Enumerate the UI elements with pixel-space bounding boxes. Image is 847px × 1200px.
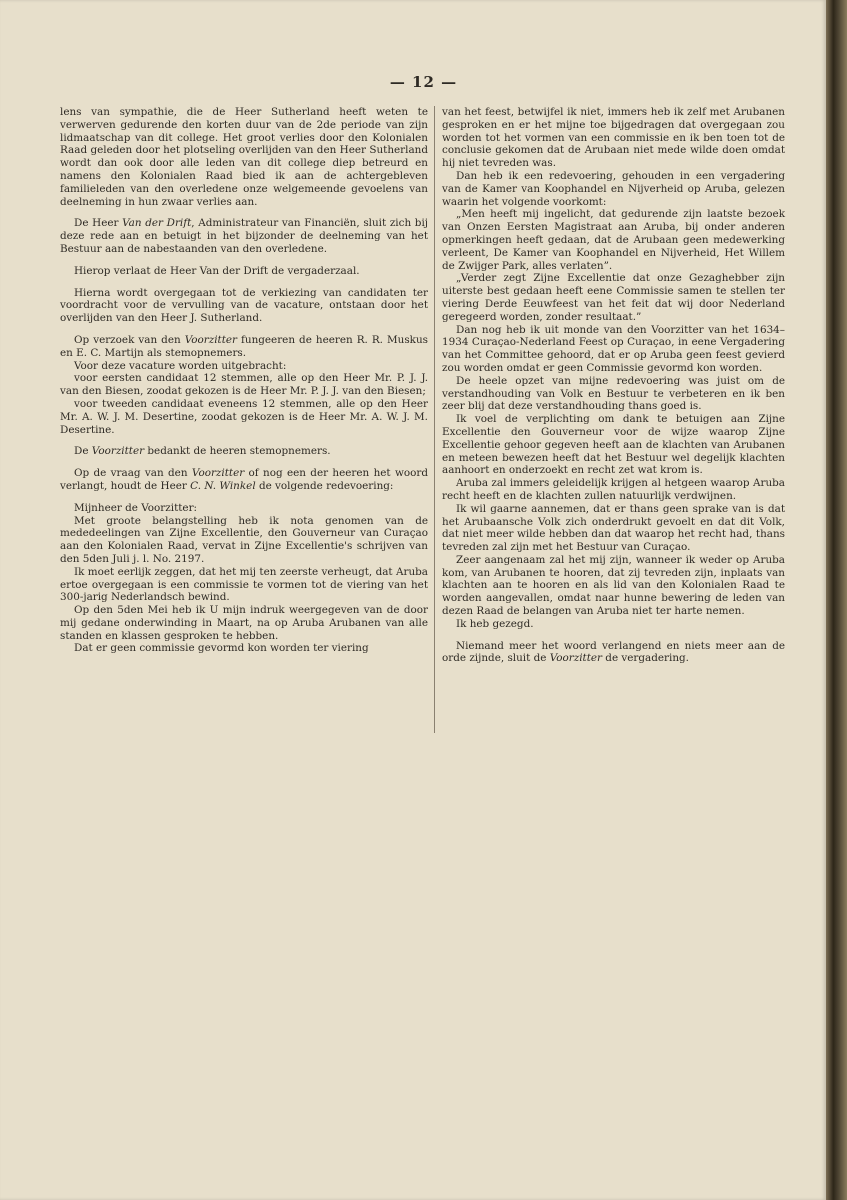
paragraph: Niemand meer het woord verlangend en niets meer aan de orde zijnde, sluit de Voorzitter de vergadering. bbox=[442, 639, 785, 665]
paragraph: Aruba zal immers geleidelijk krijgen al hetgeen waarop Aruba recht heeft en de klachten zullen natuurlijk verdwijnen. bbox=[442, 477, 785, 502]
book-binding-edge bbox=[826, 0, 847, 1200]
paragraph: Dan nog heb ik uit monde van den Voorzitter van het 1634–1934 Curaçao-Nederland Feest op Curaçao, in eene Vergadering van het Committee gehoord, dat er op Aruba geen feest gevierd zou worden omdat er geen Commissie gevormd kon worden. bbox=[442, 323, 785, 374]
right-column bbox=[442, 106, 785, 674]
paragraph: Voor deze vacature worden uitgebracht: bbox=[74, 359, 287, 372]
paragraph: Dat er geen commissie gevormd kon worden ter viering bbox=[74, 642, 369, 655]
paragraph: Op verzoek van den Voorzitter fungeeren de heeren R. R. Muskus en E. C. Martijn als stemopnemers. bbox=[60, 333, 428, 359]
quote-paragraph: „Men heeft mij ingelicht, dat gedurende zijn laatste bezoek van Onzen Eersten Magistraat aan Aruba, bij onder anderen opmerkingen heeft gedaan, dat de Arubaan geen medewerking verleent, De Kamer van Koophandel en Nijverheid, Het Willem de Zwijger Park, alles verlaten”. bbox=[442, 208, 785, 272]
quote-paragraph: „Verder zegt Zijne Excellentie dat onze Gezaghebber zijn uiterste best gedaan heeft eene Commissie samen te stellen ter viering Derde Eeuwfeest van het feit dat wij door Nederland geregeerd worden, zonder resultaat.” bbox=[442, 272, 785, 323]
paragraph: Op den 5den Mei heb ik U mijn indruk weergegeven van de door mij gedane onderwinding in Maart, na op Aruba Arubanen van alle standen en klassen gesproken te hebben. bbox=[60, 604, 428, 642]
paragraph: Met groote belangstelling heb ik nota genomen van de mededeelingen van Zijne Excellentie, den Gouverneur van Curaçao aan den Kolonialen Raad, vervat in Zijne Excellentie's schrijven van den 5den Juli j. l. No. 2197. bbox=[60, 514, 428, 565]
paragraph: Ik wil gaarne aannemen, dat er thans geen sprake van is dat het Arubaansche Volk zich onderdrukt gevoelt en dat dit Volk, dat niet meer wilde hebben dan dat waarop het recht had, thans tevreden zal zijn met het Bestuur van Curaçao. bbox=[442, 502, 785, 554]
paragraph: Ik moet eerlijk zeggen, dat het mij ten zeerste verheugt, dat Aruba ertoe overgegaan is een commissie te vormen tot de viering van het 300-jarig Nederlandsch bewind. bbox=[60, 565, 428, 604]
page-number: — 12 — bbox=[389, 73, 458, 91]
left-column bbox=[60, 106, 428, 655]
paragraph: Op de vraag van den Voorzitter of nog een der heeren het woord verlangt, houdt de Heer C. N. Winkel de volgende redevoering: bbox=[60, 467, 428, 492]
paragraph: van het feest, betwijfel ik niet, immers heb ik zelf met Arubanen gesproken en er het mijne toe bijgedragen dat overgegaan zou worden tot het vormen van een commissie en ik ben toen tot de conclusie gekomen dat de Arubaan niet mede wilde doen omdat hij niet tevreden was. bbox=[442, 106, 785, 170]
paragraph: voor eersten candidaat 12 stemmen, alle op den Heer Mr. P. J. J. van den Biesen, zoodat gekozen is de Heer Mr. P. J. J. van den Biesen; bbox=[60, 372, 428, 398]
paragraph: Ik voel de verplichting om dank te betuigen aan Zijne Excellentie den Gouverneur voor de wijze waarop Zijne Excellentie gehoor gegeven heeft aan de klachten van Arubanen en meteen bewezen heeft dat het Bestuur wel degelijk klachten aanhoort en onderzoekt en recht zet wat krom is. bbox=[442, 413, 785, 477]
paragraph: Dan heb ik een redevoering, gehouden in een vergadering van de Kamer van Koophandel en Nijverheid op Aruba, gelezen waarin het volgende voorkomt: bbox=[442, 169, 785, 208]
paragraph: De heele opzet van mijne redevoering was juist om de verstandhouding van Volk en Bestuur te verbeteren en ik ben zeer blij dat deze verstandhouding thans goed is. bbox=[442, 374, 785, 413]
paragraph: lens van sympathie, die de Heer Sutherland heeft weten te verwerven gedurende den korten duur van de 2de periode van zijn lidmaatschap van dit college. Het groot verlies door den Kolonialen Raad geleden door het plotseling overlijden van den Heer Sutherland wordt dan ook door alle leden van dit college diep betreurd en namens den Kolonialen Raad bied ik aan de achtergebleven familieleden van den overledene onze welgemeende gevoelens van deelneming in hun zwaar verlies aan. bbox=[60, 106, 428, 208]
paragraph: Hierop verlaat de Heer Van der Drift de vergaderzaal. bbox=[74, 264, 360, 277]
closing-line: Ik heb gezegd. bbox=[456, 617, 534, 630]
column-divider bbox=[434, 106, 435, 733]
paragraph: De Voorzitter bedankt de heeren stemopnemers. bbox=[74, 445, 331, 458]
salutation: Mijnheer de Voorzitter: bbox=[74, 501, 198, 514]
paragraph: Hierna wordt overgegaan tot de verkiezing van candidaten ter voordracht voor de vervulling van de vacature, ontstaan door het overlijden van den Heer J. Sutherland. bbox=[60, 286, 428, 325]
paragraph: voor tweeden candidaat eveneens 12 stemmen, alle op den Heer Mr. A. W. J. M. Desertine, zoodat gekozen is de Heer Mr. A. W. J. M. Desertine. bbox=[60, 397, 428, 436]
paragraph: De Heer Van der Drift, Administrateur van Financiën, sluit zich bij deze rede aan en betuigt in het bijzonder de deelneming van het Bestuur aan de nabestaanden van den overledene. bbox=[60, 217, 428, 255]
paragraph: Zeer aangenaam zal het mij zijn, wanneer ik weder op Aruba kom, van Arubanen te hooren, dat zij tevreden zijn, inplaats van klachten aan te hooren en als lid van den Kolonialen Raad te worden aangevallen, omdat naar hunne bewering de leden van dezen Raad de belangen van Aruba niet ter harte nemen. bbox=[442, 553, 785, 618]
